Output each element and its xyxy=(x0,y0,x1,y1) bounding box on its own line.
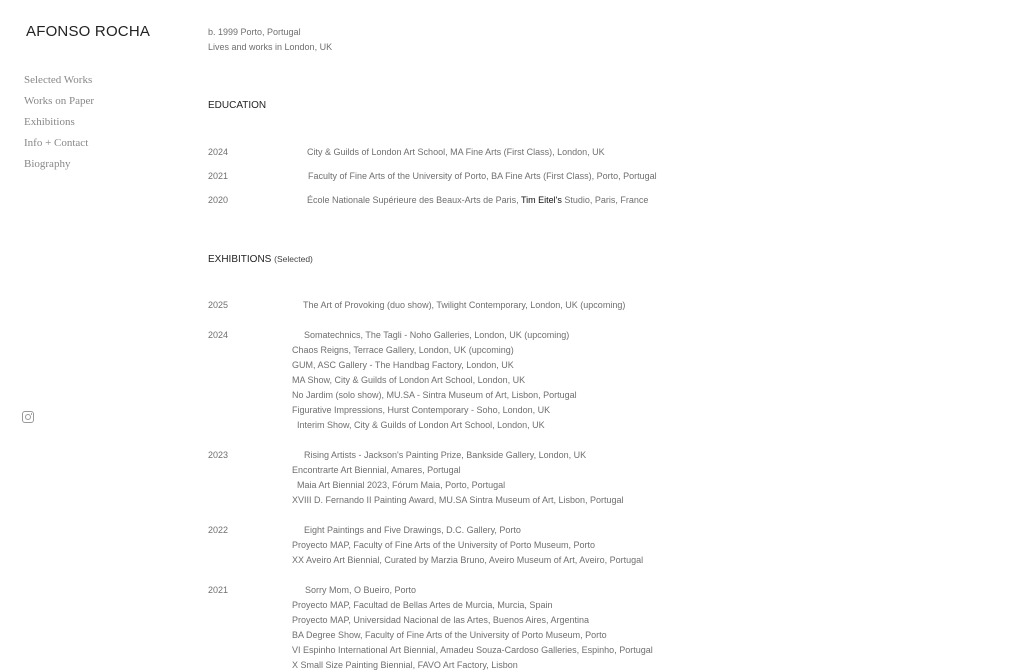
exhibition-item: MA Show, City & Guilds of London Art School, London, UK xyxy=(292,375,526,385)
exhibition-item: No Jardim (solo show), MU.SA - Sintra Museum of Art, Lisbon, Portugal xyxy=(292,390,577,400)
education-year: 2021 xyxy=(208,171,229,181)
exhibitions-heading xyxy=(208,253,313,266)
education-entry-text: Studio, Paris, France xyxy=(561,195,649,205)
exhibition-item: Figurative Impressions, Hurst Contemporary - Soho, London, UK xyxy=(292,405,551,415)
nav-item-exhibitions[interactable]: Exhibitions xyxy=(24,116,75,128)
exhibition-item: Maia Art Biennial 2023, Fórum Maia, Porto, Portugal xyxy=(297,480,506,490)
exhibition-item: Interim Show, City & Guilds of London Art School, London, UK xyxy=(297,420,545,430)
exhibition-item: Somatechnics, The Tagli - Noho Galleries, London, UK (upcoming) xyxy=(304,330,570,340)
exhibition-year: 2022 xyxy=(208,525,229,535)
exhibition-item: Encontrarte Art Biennial, Amares, Portugal xyxy=(292,465,461,475)
instagram-icon[interactable] xyxy=(22,411,34,423)
education-entry-text: École Nationale Supérieure des Beaux-Arts de Paris, xyxy=(307,195,521,205)
exhibition-item: The Art of Provoking (duo show), Twilight Contemporary, London, UK (upcoming) xyxy=(303,300,626,310)
exhibition-item: XX Aveiro Art Biennial, Curated by Marzia Bruno, Aveiro Museum of Art, Aveiro, Portugal xyxy=(292,555,644,565)
exhibition-item: GUM, ASC Gallery - The Handbag Factory, London, UK xyxy=(292,360,514,370)
exhibition-year: 2021 xyxy=(208,585,229,595)
exhibition-item: Proyecto MAP, Universidad Nacional de las Artes, Buenos Aires, Argentina xyxy=(292,615,589,625)
education-entry xyxy=(307,194,648,206)
nav-item-works-on-paper[interactable]: Works on Paper xyxy=(24,95,94,107)
exhibition-item: XVIII D. Fernando II Painting Award, MU.SA Sintra Museum of Art, Lisbon, Portugal xyxy=(292,495,624,505)
exhibition-item: Sorry Mom, O Bueiro, Porto xyxy=(305,585,417,595)
exhibition-year: 2025 xyxy=(208,300,229,310)
exhibition-item: Eight Paintings and Five Drawings, D.C. Gallery, Porto xyxy=(304,525,521,535)
exhibition-item: Proyecto MAP, Facultad de Bellas Artes de Murcia, Murcia, Spain xyxy=(292,600,553,610)
education-year: 2024 xyxy=(208,147,229,157)
tim-eitel-link[interactable]: Tim Eitel's xyxy=(520,195,562,205)
exhibitions-heading-sub: (Selected) xyxy=(274,254,313,264)
site-title[interactable]: AFONSO ROCHA xyxy=(26,23,151,40)
exhibitions-heading-title: EXHIBITIONS xyxy=(208,254,272,265)
education-year: 2020 xyxy=(208,195,229,205)
exhibition-item: Proyecto MAP, Faculty of Fine Arts of the University of Porto Museum, Porto xyxy=(292,540,595,550)
bio-lives: Lives and works in London, UK xyxy=(208,42,333,52)
education-entry: City & Guilds of London Art School, MA Fine Arts (First Class), London, UK xyxy=(307,147,605,157)
main-nav xyxy=(24,72,94,177)
exhibition-item: VI Espinho International Art Biennial, Amadeu Souza-Cardoso Galleries, Espinho, Portugal xyxy=(292,645,653,655)
exhibition-item: BA Degree Show, Faculty of Fine Arts of the University of Porto Museum, Porto xyxy=(292,630,607,640)
bio-born: b. 1999 Porto, Portugal xyxy=(208,27,301,37)
exhibition-year: 2023 xyxy=(208,450,229,460)
nav-item-info-contact[interactable]: Info + Contact xyxy=(24,137,89,149)
education-entry: Faculty of Fine Arts of the University of Porto, BA Fine Arts (First Class), Porto, Portugal xyxy=(308,171,657,181)
nav-item-biography[interactable]: Biography xyxy=(24,158,71,170)
exhibition-item: Rising Artists - Jackson's Painting Prize, Bankside Gallery, London, UK xyxy=(304,450,587,460)
exhibition-year: 2024 xyxy=(208,330,229,340)
exhibition-item: X Small Size Painting Biennial, FAVO Art Factory, Lisbon xyxy=(292,660,518,670)
nav-item-selected-works[interactable]: Selected Works xyxy=(24,74,93,86)
exhibition-item: Chaos Reigns, Terrace Gallery, London, UK (upcoming) xyxy=(292,345,514,355)
education-heading: EDUCATION xyxy=(208,100,267,111)
